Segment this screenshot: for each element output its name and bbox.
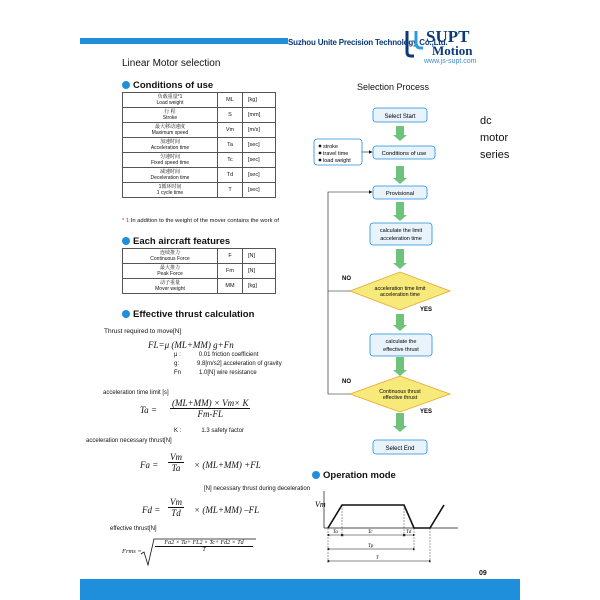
param-name-cn: 减速时间 <box>159 169 180 175</box>
param-name-en: Stroke <box>162 115 178 121</box>
param-symbol: Fm <box>218 264 243 279</box>
tp-label: Tp <box>368 544 374 549</box>
param-name-en: Deceleration time <box>150 175 190 181</box>
param-unit: [mm] <box>243 108 276 123</box>
frms-numerator: Fa2 × Ta+ FL2 × Tc+ Fd2 × Td <box>155 540 253 547</box>
thrust-heading: Effective thrust calculation <box>122 309 254 320</box>
param-symbol: MM <box>218 279 243 294</box>
param-name-cn: 匀速时间 <box>159 154 180 160</box>
input-load-weight: load weight <box>323 158 351 164</box>
t-label: T <box>376 556 379 561</box>
param-name-cell <box>123 93 218 108</box>
param-unit: [m/s] <box>243 123 276 138</box>
vm-label: Vm <box>315 500 326 509</box>
yes-label-2: YES <box>420 409 433 415</box>
param-symbol: S <box>218 108 243 123</box>
side-dc: dc <box>480 115 492 127</box>
param-g: g: 9.8[m/s2] acceleration of gravity <box>174 361 282 367</box>
frms-denominator: T <box>202 547 206 553</box>
down-arrow-icon <box>393 357 407 376</box>
param-symbol: ML <box>218 93 243 108</box>
param-name-en: Continuous Force <box>150 256 190 262</box>
param-name-cn: 负载重量*1 <box>157 94 183 100</box>
param-unit: [sec] <box>243 183 276 198</box>
param-unit: [kg] <box>243 93 276 108</box>
fa-denominator: Ta <box>171 463 181 473</box>
td-label: Td <box>406 530 412 535</box>
table-row <box>123 249 276 264</box>
bullet-icon <box>122 237 130 245</box>
fa-lhs: Fa = <box>140 460 159 470</box>
down-arrow-icon <box>393 166 407 184</box>
decel-label: [N] necessary thrust during deceleration <box>204 486 311 492</box>
required-label: Thrust required to move[N] <box>104 328 182 335</box>
param-unit: [kg] <box>243 279 276 294</box>
page-title: Linear Motor selection <box>122 58 221 69</box>
param-symbol: Ta <box>218 138 243 153</box>
param-name-cn: 加速时间 <box>159 139 180 145</box>
param-unit: [sec] <box>243 168 276 183</box>
param-unit: [sec] <box>243 153 276 168</box>
param-name-cn: 1循环时间 <box>158 184 182 190</box>
table-row <box>123 279 276 294</box>
down-arrow-icon <box>393 202 407 221</box>
param-name-en: Fixed speed time <box>150 160 190 166</box>
fa-numerator: Vm <box>170 452 182 462</box>
param-symbol: T <box>218 183 243 198</box>
no-label-1: NO <box>342 276 351 282</box>
param-name-cn: 行 程 <box>164 109 176 115</box>
company-name: Suzhou Unite Precision Technology Co.,Ltd. <box>288 38 448 47</box>
ta-numerator: (ML+MM) × Vm× K <box>172 398 249 408</box>
fd-numerator: Vm <box>170 497 182 507</box>
fa-fraction <box>168 452 184 473</box>
aircraft-heading: Each aircraft features <box>122 236 230 247</box>
param-name-cell <box>123 108 218 123</box>
calc-limit-text-1: calculate the limit <box>379 228 423 234</box>
conditions-heading: Conditions of use <box>122 80 213 91</box>
decision-1-text-1: acceleration time limit <box>374 286 426 292</box>
fd-lhs: Fd = <box>142 505 161 515</box>
decision-2-text-2: effective thrust <box>382 395 418 401</box>
calc-thrust-text-1: calculate the <box>385 339 417 345</box>
param-name-cell <box>123 249 218 264</box>
bullet-icon <box>122 81 130 89</box>
param-name-en: 1 cycle time <box>156 190 184 196</box>
operation-diagram <box>310 485 460 570</box>
param-unit: [N] <box>243 264 276 279</box>
selection-heading: Selection Process <box>357 82 430 92</box>
param-name-cell <box>123 153 218 168</box>
decision-2-text-1: Continuous thrust <box>379 389 421 395</box>
fd-fraction <box>168 497 184 518</box>
selection-flowchart <box>300 95 460 465</box>
table-row <box>123 93 276 108</box>
calc-limit-text-2: acceleration time <box>380 236 422 242</box>
param-name-cn: 动子重量 <box>159 280 180 286</box>
table-row <box>123 123 276 138</box>
param-symbol: Tc <box>218 153 243 168</box>
select-end-text: Select End <box>385 446 415 452</box>
down-arrow-icon <box>393 413 407 432</box>
page-number: 09 <box>476 570 490 577</box>
header-band <box>80 38 288 44</box>
aircraft-table <box>122 248 276 294</box>
input-travel-time: travel time <box>323 151 349 157</box>
yes-label-1: YES <box>420 307 433 313</box>
ta-lhs: Ta = <box>140 405 158 415</box>
param-fn: Fn 1.0[N] wire resistance <box>174 370 257 376</box>
logo-url: www.js-supt.com <box>424 58 477 65</box>
fd-denominator: Td <box>171 508 181 518</box>
param-name-cell <box>123 138 218 153</box>
param-name-en: Mover weight <box>155 286 185 292</box>
ta-denominator: Fm-FL <box>197 409 223 419</box>
param-k: K : 1.3 safety factor <box>174 428 245 434</box>
param-name-cn: 最大移动速度 <box>154 124 185 130</box>
conditions-note: * 1:In addition to the weight of the mover contains the work of <box>122 218 279 224</box>
footer-band <box>80 579 520 600</box>
table-row <box>123 138 276 153</box>
param-name-en: Peak Force <box>157 271 183 277</box>
side-motor: motor <box>480 132 509 144</box>
table-row <box>123 183 276 198</box>
no-label-2: NO <box>342 379 351 385</box>
ta-label: Ta <box>333 530 338 535</box>
fd-rhs: × (ML+MM) –FL <box>194 505 260 515</box>
frms-lhs: Frms = <box>122 548 142 555</box>
logo-mark-icon <box>404 28 426 58</box>
side-series: series <box>480 149 510 161</box>
eff-label: effective thrust[N] <box>110 526 157 532</box>
param-name-en: Load weight <box>156 100 184 106</box>
tc-label: Tc <box>368 530 373 535</box>
velocity-profile <box>328 505 444 528</box>
eq-fl: FL=μ (ML+MM) g+Fn <box>148 340 234 350</box>
param-name-cn: 连续推力 <box>159 250 180 256</box>
logo-motion: Motion <box>432 43 473 58</box>
param-name-cell <box>123 183 218 198</box>
down-arrow-icon <box>393 314 407 331</box>
table-row <box>123 168 276 183</box>
param-name-cell <box>123 168 218 183</box>
accel-thrust-label: acceleration necessary thrust[N] <box>86 438 172 444</box>
param-name-cell <box>123 123 218 138</box>
param-name-cell <box>123 264 218 279</box>
param-name-en: Acceleration time <box>150 145 190 151</box>
frms-fraction <box>155 540 253 553</box>
param-name-en: Maximum speed <box>151 130 189 136</box>
select-start-text: Select Start <box>384 114 416 120</box>
param-symbol: F <box>218 249 243 264</box>
bullet-icon <box>312 471 320 479</box>
param-unit: [N] <box>243 249 276 264</box>
down-arrow-icon <box>393 126 407 141</box>
fa-rhs: × (ML+MM) +FL <box>194 460 261 470</box>
param-symbol: Vm <box>218 123 243 138</box>
table-row <box>123 153 276 168</box>
conditions-text: Conditions of use <box>381 151 427 157</box>
down-arrow-icon <box>393 249 407 269</box>
accel-limit-label: acceleration time limit [s] <box>103 390 169 396</box>
ta-fraction <box>170 398 250 419</box>
param-name-cn: 最大推力 <box>159 265 180 271</box>
table-row <box>123 108 276 123</box>
param-symbol: Td <box>218 168 243 183</box>
logo-supt: SUPT <box>426 27 470 46</box>
table-row <box>123 264 276 279</box>
param-name-cell <box>123 279 218 294</box>
logo <box>404 26 516 68</box>
param-unit: [sec] <box>243 138 276 153</box>
provisional-text: Provisional <box>385 191 415 197</box>
operation-heading: Operation mode <box>312 470 396 481</box>
param-mu: μ : 0.01 friction coefficient <box>174 352 259 358</box>
conditions-table <box>122 92 276 198</box>
bullet-icon <box>122 310 130 318</box>
decision-1-text-2: acceleration time <box>379 292 421 298</box>
calc-thrust-text-2: effective thrust <box>383 347 419 353</box>
input-stroke: stroke <box>323 144 338 150</box>
